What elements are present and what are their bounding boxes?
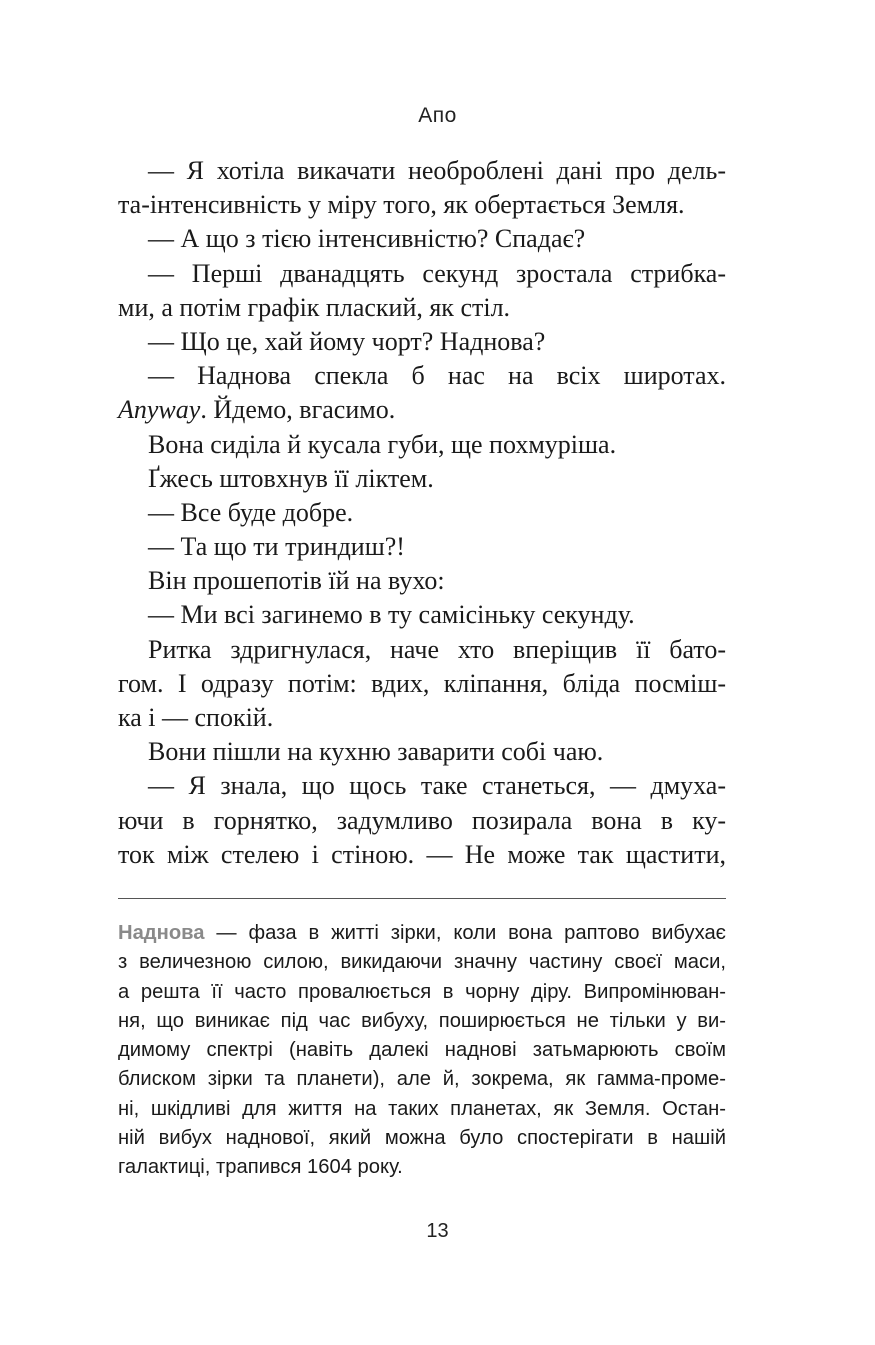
footnote-divider bbox=[118, 898, 726, 899]
footnote-term: Наднова bbox=[118, 922, 205, 944]
text-line: Ритка здригнулася, наче хто вперіщив її бато- bbox=[148, 634, 726, 664]
footnote-line: ній вибух наднової, який можна було спостерігати в нашій bbox=[118, 1127, 726, 1150]
footnote-line: з величезною силою, викидаючи значну частину своєї маси, bbox=[118, 951, 726, 974]
text-line: гом. І одразу потім: вдих, кліпання, бліда посміш- bbox=[118, 668, 726, 698]
body-text bbox=[118, 154, 726, 872]
footnote-line: галактиці, трапився 1604 року. bbox=[118, 1156, 403, 1179]
footnote-text: — фаза в житті зірки, коли вона раптово вибухає bbox=[204, 922, 726, 944]
text-line: — Все буде добре. bbox=[148, 497, 354, 527]
text-line: — Наднова спекла б нас на всіх широтах. bbox=[148, 361, 726, 391]
text-line: — Що це, хай йому чорт? Наднова? bbox=[148, 326, 546, 356]
text-line: ка і — спокій. bbox=[118, 703, 274, 732]
text-line: Вони пішли на кухню заварити собі чаю. bbox=[148, 737, 604, 767]
text-line: Ґжесь штовхнув її ліктем. bbox=[148, 463, 434, 493]
footnote-line bbox=[118, 919, 726, 948]
text-line: — Ми всі загинемо в ту самісіньку секунду. bbox=[148, 600, 635, 630]
footnote-line: блиском зірки та планети), але й, зокрема, як гамма-проме- bbox=[118, 1068, 726, 1091]
text-line: — Я хотіла викачати необроблені дані про дель- bbox=[148, 156, 726, 185]
text-fragment: . Йдемо, вгасимо. bbox=[200, 395, 396, 425]
text-line: Вона сиділа й кусала губи, ще похмуріша. bbox=[148, 429, 617, 459]
footnote-line: димому спектрі (навіть далекі наднові затьмарюють своїм bbox=[118, 1039, 726, 1062]
text-line bbox=[118, 393, 726, 427]
text-line: — Я знала, що щось таке станеться, — дмуха- bbox=[148, 771, 726, 801]
page-number: 13 bbox=[426, 1220, 449, 1242]
footnote-line: ня, що виникає під час вибуху, поширюється не тільки у ви- bbox=[118, 1009, 726, 1032]
text-line: ток між стелею і стіною. — Не може так щастити, bbox=[118, 839, 726, 869]
text-line: — Перші дванадцять секунд зростала стрибка- bbox=[148, 258, 726, 288]
text-line: — Та що ти триндиш?! bbox=[148, 532, 405, 562]
footnote-line: ні, шкідливі для життя на таких планетах, як Земля. Остан- bbox=[118, 1097, 726, 1120]
footnote-line: а решта її часто провалюється в чорну діру. Випромінюван- bbox=[118, 980, 726, 1003]
text-line: ючи в горнятко, задумливо позирала вона в ку- bbox=[118, 805, 726, 835]
text-line: — А що з тією інтенсивністю? Спадає? bbox=[148, 224, 586, 254]
text-line: та-інтенсивність у міру того, як обертається Земля. bbox=[118, 190, 685, 220]
running-head: Апо bbox=[418, 104, 457, 127]
footnote bbox=[118, 919, 726, 1183]
text-line: ми, а потім графік плаский, як стіл. bbox=[118, 292, 511, 322]
italic-word: Anyway bbox=[118, 395, 201, 425]
text-line: Він прошепотів їй на вухо: bbox=[148, 566, 445, 596]
